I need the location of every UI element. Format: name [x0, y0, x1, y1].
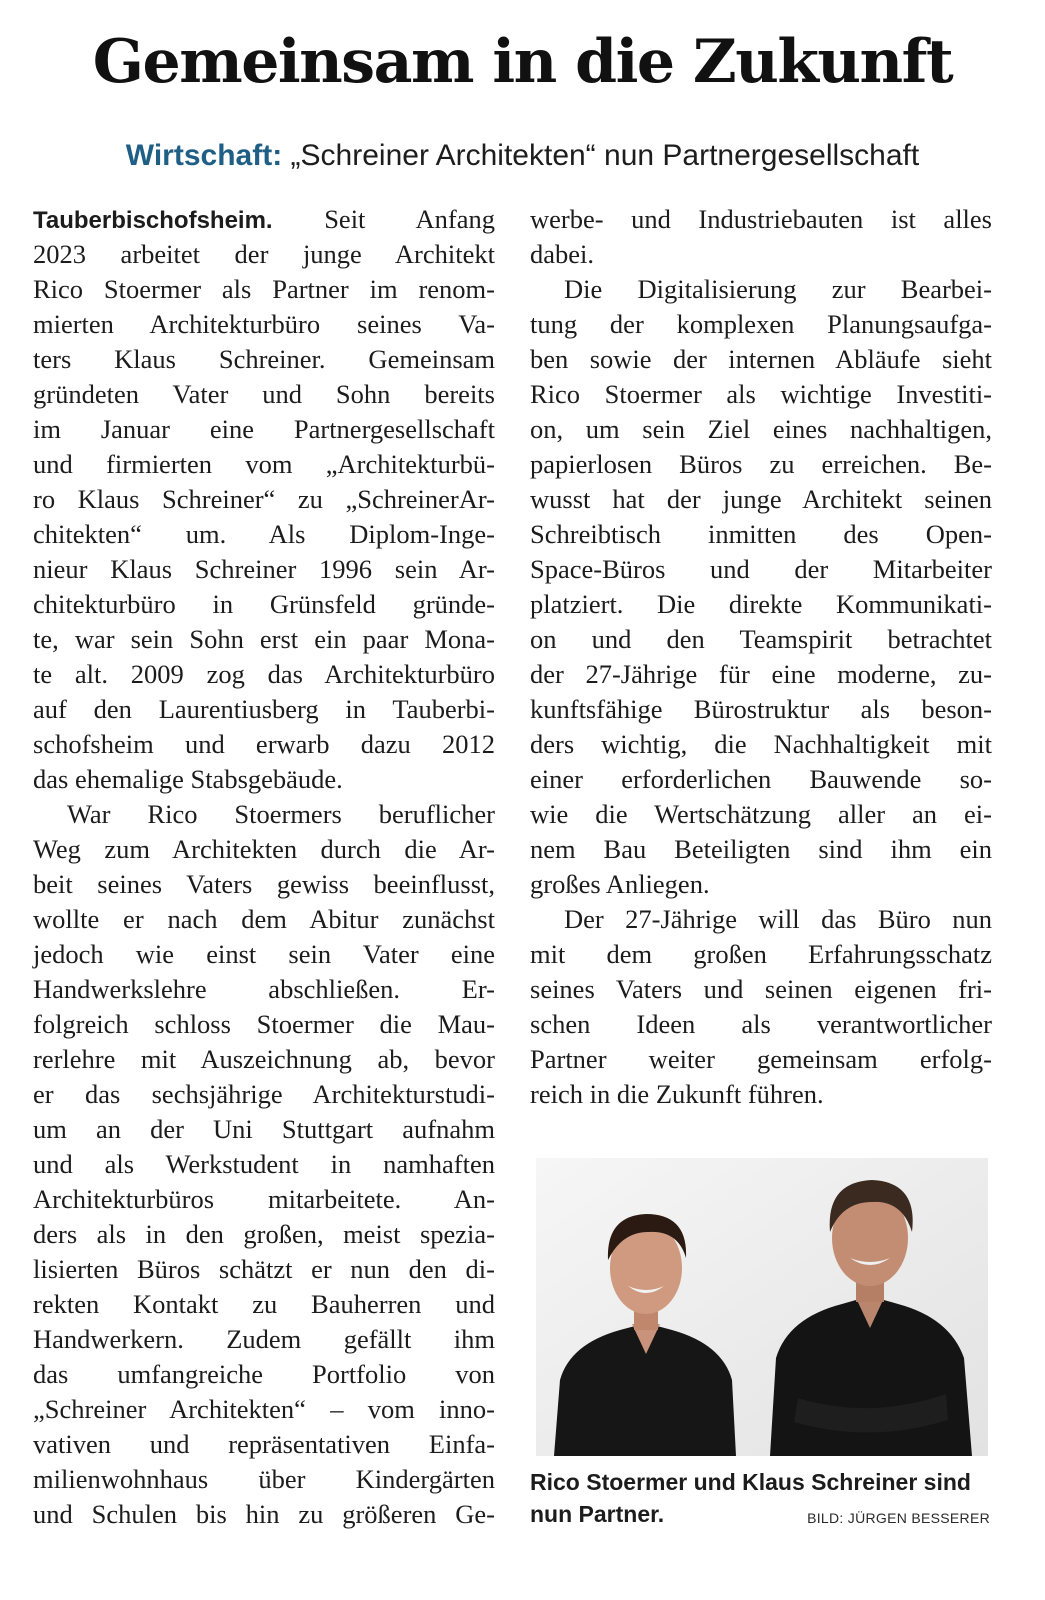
text-line: papierlosen Büros zu erreichen. Be- — [530, 449, 992, 479]
text-line: wie die Wertschätzung aller an ei- — [530, 799, 992, 829]
portrait-illustration — [536, 1158, 988, 1456]
article-dateline: Tauberbischofsheim. — [33, 207, 273, 234]
rubric-label: Wirtschaft: — [125, 139, 283, 172]
text-line: wusst hat der junge Architekt seinen — [530, 484, 992, 514]
text-line: werbe- und Industriebauten ist alles — [530, 204, 992, 234]
text-column-left — [33, 202, 495, 1532]
text-line: Tauberbischofsheim. Seit Anfang — [33, 204, 495, 234]
text-line: Rico Stoermer als wichtige Investiti- — [530, 379, 992, 409]
text-line: und firmierten vom „Architekturbü- — [33, 449, 495, 479]
text-line: das ehemalige Stabsgebäude. — [33, 764, 343, 794]
text-line: Partner weiter gemeinsam erfolg- — [530, 1044, 992, 1074]
text-line: Architekturbüros mitarbeitete. An- — [33, 1184, 495, 1214]
text-line: auf den Laurentiusberg in Tauberbi- — [33, 694, 495, 724]
text-line: platziert. Die direkte Kommunikati- — [530, 589, 992, 619]
text-line: „Schreiner Architekten“ – vom inno- — [33, 1394, 495, 1424]
text-line: Space-Büros und der Mitarbeiter — [530, 554, 992, 584]
text-line: tung der komplexen Planungsaufga- — [530, 309, 992, 339]
text-line: Weg zum Architekten durch die Ar- — [33, 834, 495, 864]
text-line: ters Klaus Schreiner. Gemeinsam — [33, 344, 495, 374]
text-line: ders als in den großen, meist spezia- — [33, 1219, 495, 1249]
text-line: ben sowie der internen Abläufe sieht — [530, 344, 992, 374]
text-line: kunftsfähige Bürostruktur als beson- — [530, 694, 992, 724]
text-line: on, um sein Ziel eines nachhaltigen, — [530, 414, 992, 444]
article-headline: Gemeinsam in die Zukunft — [92, 27, 953, 97]
text-line: rekten Kontakt zu Bauherren und — [33, 1289, 495, 1319]
text-line: der 27-Jährige für eine moderne, zu- — [530, 659, 992, 689]
photo-caption: Rico Stoermer und Klaus Schreiner sind nun Partner. — [530, 1469, 971, 1527]
article-subheadline — [0, 136, 1045, 176]
photo-credit: BILD: JÜRGEN BESSERER — [807, 1510, 990, 1526]
text-line: schofsheim und erwarb dazu 2012 — [33, 729, 495, 759]
text-line: nieur Klaus Schreiner 1996 sein Ar- — [33, 554, 495, 584]
text-line: jedoch wie einst sein Vater eine — [33, 939, 495, 969]
text-line: Die Digitalisierung zur Bearbei- — [564, 274, 992, 304]
text-line: ro Klaus Schreiner“ zu „SchreinerAr- — [33, 484, 495, 514]
text-line: großes Anliegen. — [530, 869, 710, 899]
text-line: Rico Stoermer als Partner im renom- — [33, 274, 495, 304]
text-line: rerlehre mit Auszeichnung ab, bevor — [33, 1044, 495, 1074]
text-line: schen Ideen als verantwortlicher — [530, 1009, 992, 1039]
text-line: War Rico Stoermers beruflicher — [67, 799, 495, 829]
text-line: te, war sein Sohn erst ein paar Mona- — [33, 624, 495, 654]
text-line: nem Bau Beteiligten sind ihm ein — [530, 834, 992, 864]
text-line: te alt. 2009 zog das Architekturbüro — [33, 659, 495, 689]
text-line: chitekten“ um. Als Diplom-Inge- — [33, 519, 495, 549]
text-line: das umfangreiche Portfolio von — [33, 1359, 495, 1389]
text-line: und Schulen bis hin zu größeren Ge- — [33, 1499, 495, 1529]
text-line: chitekturbüro in Grünsfeld gründe- — [33, 589, 495, 619]
text-line: gründeten Vater und Sohn bereits — [33, 379, 495, 409]
text-line: ders wichtig, die Nachhaltigkeit mit — [530, 729, 992, 759]
text-line: lisierten Büros schätzt er nun den di- — [33, 1254, 495, 1284]
text-line: 2023 arbeitet der junge Architekt — [33, 239, 495, 269]
text-line: vativen und repräsentativen Einfa- — [33, 1429, 495, 1459]
text-line: um an der Uni Stuttgart aufnahm — [33, 1114, 495, 1144]
text-line: reich in die Zukunft führen. — [530, 1079, 824, 1109]
text-line: dabei. — [530, 239, 595, 269]
text-line: seines Vaters und seinen eigenen fri- — [530, 974, 992, 1004]
text-line: Der 27-Jährige will das Büro nun — [564, 904, 992, 934]
subheadline-text: „Schreiner Architekten“ nun Partnergesellschaft — [290, 139, 920, 172]
text-line: Handwerkern. Zudem gefällt ihm — [33, 1324, 495, 1354]
text-line: milienwohnhaus über Kindergärten — [33, 1464, 495, 1494]
text-line: Schreibtisch inmitten des Open- — [530, 519, 992, 549]
article-photo — [536, 1158, 988, 1456]
text-line: beit seines Vaters gewiss beeinflusst, — [33, 869, 495, 899]
text-line: wollte er nach dem Abitur zunächst — [33, 904, 495, 934]
text-line: on und den Teamspirit betrachtet — [530, 624, 992, 654]
text-line: Handwerkslehre abschließen. Er- — [33, 974, 495, 1004]
text-line: folgreich schloss Stoermer die Mau- — [33, 1009, 495, 1039]
text-line: einer erforderlichen Bauwende so- — [530, 764, 992, 794]
text-line: mit dem großen Erfahrungsschatz — [530, 939, 992, 969]
text-line: und als Werkstudent in namhaften — [33, 1149, 495, 1179]
text-line: im Januar eine Partnergesellschaft — [33, 414, 495, 444]
text-line: mierten Architekturbüro seines Va- — [33, 309, 495, 339]
text-column-right — [530, 202, 992, 1112]
text-line: er das sechsjährige Architekturstudi- — [33, 1079, 495, 1109]
